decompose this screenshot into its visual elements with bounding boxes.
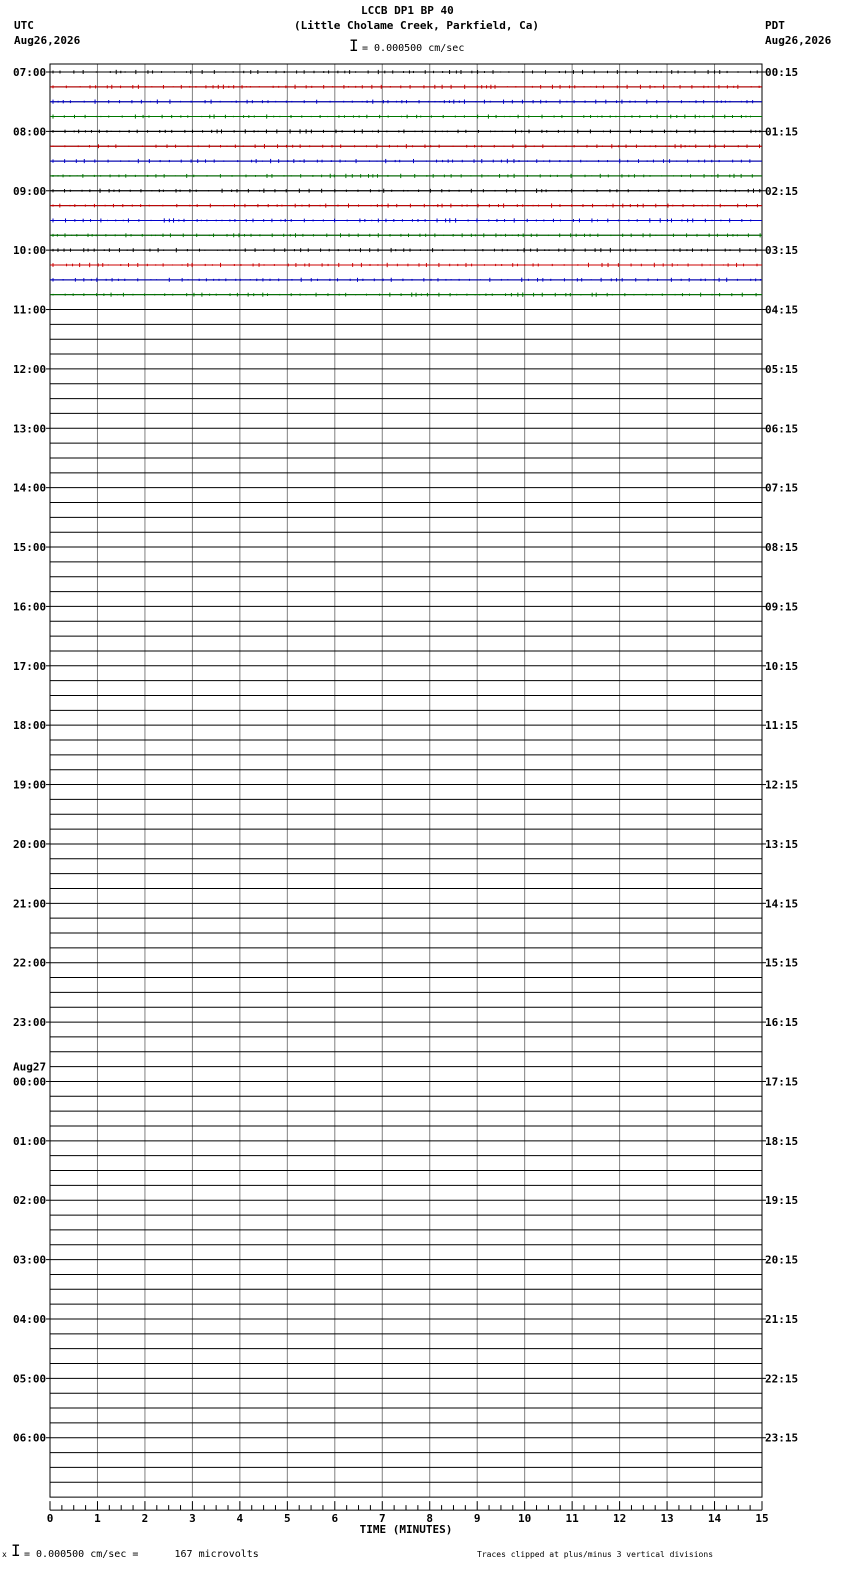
right-hour-label: 16:15 — [765, 1016, 799, 1030]
footer-scale-prefix: x — [2, 1550, 7, 1559]
x-tick-label: 3 — [189, 1512, 196, 1526]
left-hour-label: 09:00 — [13, 184, 47, 198]
x-tick-label: 12 — [612, 1512, 627, 1526]
left-hour-label: 23:00 — [13, 1016, 47, 1030]
x-tick-label: 4 — [236, 1512, 244, 1526]
scale-bar-icon: I — [349, 36, 359, 55]
right-hour-label: 21:15 — [765, 1312, 799, 1326]
right-hour-label: 07:15 — [765, 481, 799, 495]
left-hour-label: 22:00 — [13, 956, 47, 970]
right-date: Aug26,2026 — [765, 34, 832, 47]
x-tick-label: 15 — [755, 1512, 769, 1526]
left-hour-label: 00:00 — [13, 1075, 47, 1089]
right-hour-label: 10:15 — [765, 659, 799, 673]
left-hour-label: 10:00 — [13, 244, 47, 258]
footer-scale-label: = 0.000500 cm/sec = 167 microvolts — [24, 1549, 259, 1560]
left-hour-label: 20:00 — [13, 837, 47, 851]
left-hour-label: 06:00 — [13, 1431, 47, 1445]
right-hour-label: 11:15 — [765, 719, 799, 733]
right-hour-label: 04:15 — [765, 303, 799, 317]
left-hour-label: 05:00 — [13, 1372, 47, 1386]
chart-title: LCCB DP1 BP 40 — [361, 4, 454, 17]
left-hour-label: 18:00 — [13, 719, 47, 733]
right-hour-label: 13:15 — [765, 837, 799, 851]
right-hour-label: 05:15 — [765, 362, 799, 376]
right-hour-label: 14:15 — [765, 897, 799, 911]
left-hour-label: 07:00 — [13, 66, 47, 79]
x-tick-label: 2 — [141, 1512, 149, 1526]
right-hour-label: 12:15 — [765, 778, 799, 792]
x-tick-label: 0 — [46, 1512, 54, 1526]
left-hour-label: 16:00 — [13, 600, 47, 614]
scale-label: = 0.000500 cm/sec — [362, 43, 465, 54]
left-hour-label: 21:00 — [13, 897, 47, 911]
x-tick-label: 5 — [284, 1512, 291, 1526]
left-hour-label: 17:00 — [13, 659, 47, 673]
left-hour-label: 19:00 — [13, 778, 47, 792]
right-hour-label: 08:15 — [765, 541, 799, 555]
left-date-change-label: Aug27 — [13, 1060, 47, 1074]
right-hour-label: 20:15 — [765, 1253, 799, 1267]
left-hour-label: 11:00 — [13, 303, 47, 317]
right-hour-label: 15:15 — [765, 956, 799, 970]
left-timezone: UTC — [14, 19, 34, 32]
right-hour-label: 19:15 — [765, 1194, 799, 1208]
x-tick-label: 1 — [94, 1512, 101, 1526]
x-axis-title: TIME (MINUTES) — [359, 1523, 453, 1537]
right-timezone: PDT — [765, 19, 785, 32]
right-hour-label: 18:15 — [765, 1134, 799, 1148]
x-tick-label: 10 — [518, 1512, 532, 1526]
right-hour-label: 09:15 — [765, 600, 799, 614]
right-hour-label: 23:15 — [765, 1431, 799, 1445]
right-hour-label: 02:15 — [765, 184, 799, 198]
right-hour-label: 00:15 — [765, 66, 799, 79]
footer-scale-bar-icon: I — [11, 1541, 21, 1560]
left-hour-label: 13:00 — [13, 422, 47, 436]
left-hour-label: 04:00 — [13, 1312, 47, 1326]
right-hour-label: 06:15 — [765, 422, 799, 436]
left-hour-label: 14:00 — [13, 481, 47, 495]
left-hour-label: 12:00 — [13, 362, 47, 376]
right-hour-label: 22:15 — [765, 1372, 799, 1386]
x-tick-label: 11 — [565, 1512, 579, 1526]
left-hour-label: 02:00 — [13, 1194, 47, 1208]
chart-subtitle: (Little Cholame Creek, Parkfield, Ca) — [294, 19, 540, 32]
x-tick-label: 9 — [473, 1512, 481, 1526]
clip-note: Traces clipped at plus/minus 3 vertical divisions — [477, 1550, 714, 1559]
right-hour-label: 01:15 — [765, 125, 799, 139]
left-hour-label: 01:00 — [13, 1134, 47, 1148]
x-tick-label: 7 — [378, 1512, 386, 1526]
left-date: Aug26,2026 — [14, 34, 81, 47]
x-tick-label: 6 — [331, 1512, 339, 1526]
left-hour-label: 08:00 — [13, 125, 47, 139]
x-tick-label: 8 — [426, 1512, 434, 1526]
plot-frame — [50, 64, 762, 1497]
left-hour-label: 15:00 — [13, 541, 47, 555]
left-hour-label: 03:00 — [13, 1253, 47, 1267]
right-hour-label: 17:15 — [765, 1075, 799, 1089]
right-hour-label: 03:15 — [765, 244, 799, 258]
x-tick-label: 13 — [660, 1512, 674, 1526]
x-tick-label: 14 — [707, 1512, 722, 1526]
